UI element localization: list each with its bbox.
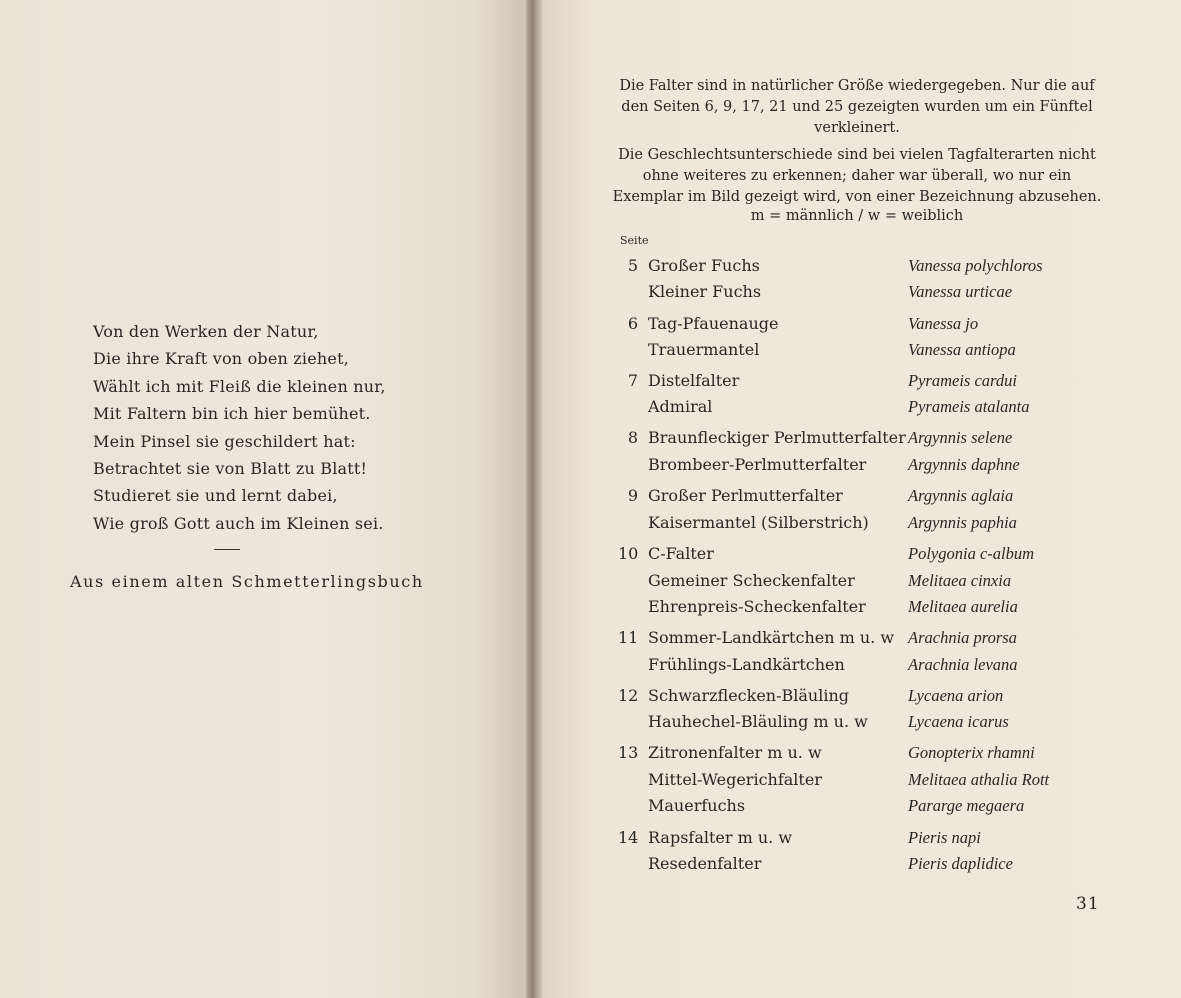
species-latin-name: Vanessa antiopa (908, 340, 1016, 359)
species-latin-name: Argynnis aglaia (908, 486, 1014, 505)
species-german-name: Gemeiner Scheckenfalter (648, 571, 855, 590)
species-german-name: Distelfalter (648, 371, 740, 390)
poem-line: Mein Pinsel sie geschildert hat: (93, 431, 356, 451)
species-latin-name: Argynnis selene (908, 428, 1013, 447)
species-german-name: Rapsfalter m u. w (648, 828, 793, 847)
species-row (0, 371, 1181, 397)
species-german-name: Kleiner Fuchs (648, 282, 762, 301)
species-german-name: Großer Perlmutterfalter (648, 486, 843, 505)
species-row (0, 743, 1181, 769)
species-row (0, 655, 1181, 681)
species-german-name: Großer Fuchs (648, 256, 760, 275)
species-page-number: 13 (618, 743, 639, 762)
poem-line: Die ihre Kraft von oben ziehet, (93, 349, 350, 369)
species-german-name: Mittel-Wegerichfalter (648, 770, 822, 789)
species-latin-name: Lycaena arion (908, 686, 1004, 705)
species-german-name: Braunfleckiger Perlmutterfalter (648, 428, 906, 447)
species-page-number: 14 (618, 828, 639, 847)
species-row (0, 828, 1181, 854)
species-german-name: Ehrenpreis-Scheckenfalter (648, 597, 866, 616)
species-latin-name: Arachnia prorsa (908, 628, 1017, 647)
species-row (0, 340, 1181, 366)
species-german-name: Frühlings-Landkärtchen (648, 655, 845, 674)
species-row (0, 256, 1181, 282)
page-column-label: Seite (620, 234, 649, 247)
species-row (0, 597, 1181, 623)
species-german-name: C-Falter (648, 544, 714, 563)
species-latin-name: Polygonia c-album (908, 544, 1035, 563)
species-row (0, 854, 1181, 880)
species-latin-name: Melitaea cinxia (908, 571, 1012, 590)
sex-legend: m = männlich / w = weiblich (750, 208, 964, 224)
species-german-name: Resedenfalter (648, 854, 762, 873)
species-page-number: 8 (627, 428, 638, 447)
species-row (0, 571, 1181, 597)
species-latin-name: Pararge megaera (908, 796, 1025, 815)
poem-line: Wählt ich mit Fleiß die kleinen nur, (93, 376, 386, 396)
species-latin-name: Vanessa jo (908, 314, 979, 333)
species-row (0, 712, 1181, 738)
species-german-name: Mauerfuchs (648, 796, 746, 815)
species-page-number: 9 (627, 486, 638, 505)
species-row (0, 486, 1181, 512)
poem-line: Betrachtet sie von Blatt zu Blatt! (93, 459, 368, 479)
poem-line: Mit Faltern bin ich hier bemühet. (93, 404, 371, 424)
species-row (0, 397, 1181, 423)
species-page-number: 7 (627, 371, 638, 390)
species-latin-name: Pyrameis cardui (908, 371, 1017, 390)
poem-line: Studieret sie und lernt dabei, (93, 486, 338, 506)
species-german-name: Tag-Pfauenauge (648, 314, 779, 333)
species-german-name: Kaisermantel (Silberstrich) (648, 513, 869, 532)
poem-line: Wie groß Gott auch im Kleinen sei. (93, 513, 384, 533)
species-page-number: 6 (627, 314, 638, 333)
poem-source: Aus einem alten Schmetterlingsbuch (70, 572, 424, 591)
species-page-number: 11 (618, 628, 639, 647)
species-german-name: Brombeer-Perlmutterfalter (648, 455, 867, 474)
species-german-name: Admiral (648, 397, 713, 416)
species-row (0, 686, 1181, 712)
species-latin-name: Lycaena icarus (908, 712, 1009, 731)
species-row (0, 455, 1181, 481)
poem-line: Von den Werken der Natur, (93, 322, 319, 341)
species-latin-name: Melitaea aurelia (908, 597, 1018, 616)
species-latin-name: Gonopterix rhamni (908, 743, 1035, 762)
species-latin-name: Vanessa polychloros (908, 256, 1043, 275)
species-latin-name: Vanessa urticae (908, 282, 1013, 301)
species-row (0, 796, 1181, 822)
species-german-name: Zitronenfalter m u. w (648, 743, 822, 762)
species-latin-name: Pieris napi (908, 828, 981, 847)
intro-paragraph-size-note: Die Falter sind in natürlicher Größe wiedergegeben. Nur die auf den Seiten 6, 9, 17, 21 und 25 gezeigten wurden um ein Fünftel verkleinert. (619, 78, 1095, 136)
species-row (0, 314, 1181, 340)
species-row (0, 628, 1181, 654)
species-german-name: Schwarzflecken-Bläuling (648, 686, 850, 705)
species-german-name: Trauermantel (648, 340, 760, 359)
species-row (0, 770, 1181, 796)
species-row (0, 282, 1181, 308)
intro-paragraph-sex-note: Die Geschlechtsunterschiede sind bei vielen Tagfalterarten nicht ohne weiteres zu erkennen; daher war überall, wo nur ein Exemplar im Bild gezeigt wird, von einer Bezeichnung abzusehen. (612, 147, 1102, 205)
species-latin-name: Pieris daplidice (908, 854, 1013, 873)
species-row (0, 513, 1181, 539)
species-page-number: 5 (627, 256, 638, 275)
species-page-number: 12 (618, 686, 639, 705)
species-latin-name: Argynnis daphne (908, 455, 1020, 474)
species-latin-name: Pyrameis atalanta (908, 397, 1030, 416)
species-latin-name: Argynnis paphia (908, 513, 1017, 532)
species-row (0, 428, 1181, 454)
species-row (0, 544, 1181, 570)
species-latin-name: Arachnia levana (908, 655, 1018, 674)
species-latin-name: Melitaea athalia Rott (908, 770, 1050, 789)
species-german-name: Hauhechel-Bläuling m u. w (648, 712, 868, 731)
species-page-number: 10 (618, 544, 639, 563)
species-german-name: Sommer-Landkärtchen m u. w (648, 628, 895, 647)
page-number: 31 (1076, 894, 1100, 914)
